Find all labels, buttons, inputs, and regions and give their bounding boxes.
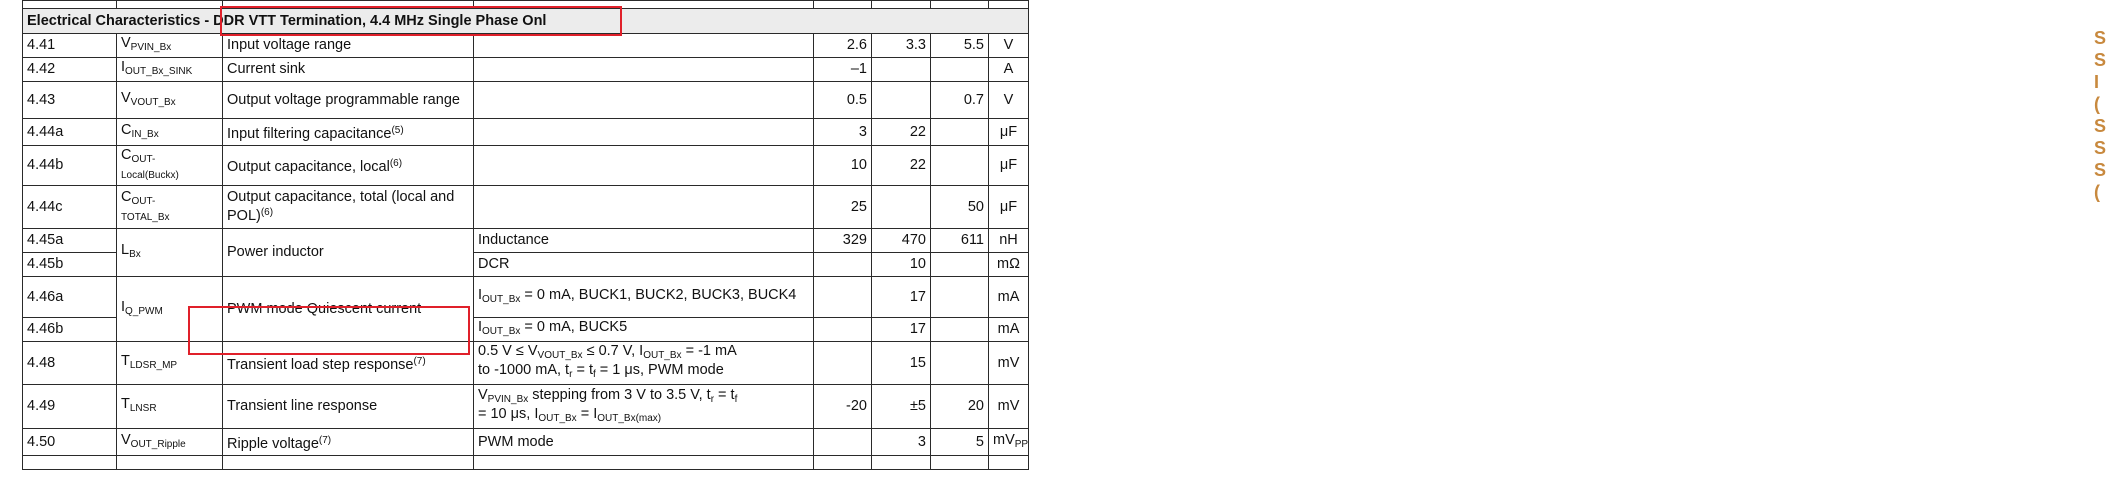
symbol: $C_{OUT-}$ Local(Buckx) xyxy=(117,146,223,186)
parameter: Output capacitance, total (local and POL)$^{(6)}$ xyxy=(223,186,474,229)
edge-glyph: S xyxy=(2094,160,2106,180)
min-value: 2.6 xyxy=(814,34,872,58)
typ-value: 17 xyxy=(872,318,931,342)
test-condition: $I_{OUT\_Bx} = 0$ mA, BUCK1, BUCK2, BUCK3, BUCK4 xyxy=(474,277,814,318)
parameter: PWM mode Quiescent current xyxy=(223,277,474,342)
param-id: 4.42 xyxy=(23,58,117,82)
table-row xyxy=(23,342,1029,385)
table-row xyxy=(23,82,1029,119)
min-value xyxy=(814,429,872,456)
max-value: 611 xyxy=(931,229,989,253)
typ-value xyxy=(872,58,931,82)
typ-value: 22 xyxy=(872,146,931,186)
typ-value: 22 xyxy=(872,119,931,146)
test-condition xyxy=(474,34,814,58)
symbol: $V_{PVIN\_Bx}$ xyxy=(117,34,223,58)
parameter: Power inductor xyxy=(223,229,474,277)
test-condition xyxy=(474,119,814,146)
symbol: $C_{IN\_Bx}$ xyxy=(117,119,223,146)
param-id: 4.44c xyxy=(23,186,117,229)
test-condition: PWM mode xyxy=(474,429,814,456)
symbol: $L_{Bx}$ xyxy=(117,229,223,277)
test-condition: $I_{OUT\_Bx} = 0$ mA, BUCK5 xyxy=(474,318,814,342)
unit: mV xyxy=(989,342,1029,385)
param-id: 4.44b xyxy=(23,146,117,186)
parameter: Transient line response xyxy=(223,385,474,429)
test-condition: $V_{PVIN\_Bx}$ stepping from 3 V to 3.5 V, $t_r = t_f$ = 10 μs, $I_{OUT\_Bx} = I_{OUT\_Bx(max)}$ xyxy=(474,385,814,429)
unit: V xyxy=(989,82,1029,119)
symbol: $T_{LNSR}$ xyxy=(117,385,223,429)
param-id: 4.45a xyxy=(23,229,117,253)
table-row xyxy=(23,429,1029,456)
test-condition: Inductance xyxy=(474,229,814,253)
max-value xyxy=(931,253,989,277)
max-value xyxy=(931,318,989,342)
param-id: 4.48 xyxy=(23,342,117,385)
max-value: 50 xyxy=(931,186,989,229)
test-condition xyxy=(474,186,814,229)
min-value xyxy=(814,253,872,277)
test-condition: DCR xyxy=(474,253,814,277)
edge-glyph: S xyxy=(2094,138,2106,158)
table-row xyxy=(23,229,1029,253)
param-id: 4.46a xyxy=(23,277,117,318)
highlight-box-section-title xyxy=(220,6,622,36)
unit: μF xyxy=(989,186,1029,229)
edge-glyph: S xyxy=(2094,116,2106,136)
table-row xyxy=(23,277,1029,318)
min-value: 10 xyxy=(814,146,872,186)
table-row xyxy=(23,34,1029,58)
typ-value: 15 xyxy=(872,342,931,385)
unit: A xyxy=(989,58,1029,82)
unit: μF xyxy=(989,146,1029,186)
edge-glyph: ( xyxy=(2094,94,2100,114)
electrical-characteristics-table xyxy=(22,0,1029,470)
max-value xyxy=(931,58,989,82)
symbol: $V_{VOUT\_Bx}$ xyxy=(117,82,223,119)
unit: mA xyxy=(989,277,1029,318)
symbol: $C_{OUT-}$ TOTAL_Bx xyxy=(117,186,223,229)
table-row xyxy=(23,385,1029,429)
min-value xyxy=(814,318,872,342)
symbol: $I_{Q\_PWM}$ xyxy=(117,277,223,342)
typ-value xyxy=(872,82,931,119)
min-value xyxy=(814,277,872,318)
edge-glyph: I xyxy=(2094,72,2100,92)
typ-value: ±5 xyxy=(872,385,931,429)
typ-value: 3.3 xyxy=(872,34,931,58)
parameter: Output voltage programmable range xyxy=(223,82,474,119)
param-id: 4.50 xyxy=(23,429,117,456)
highlight-box-pwm-quiescent xyxy=(188,306,470,355)
unit: nH xyxy=(989,229,1029,253)
param-id: 4.49 xyxy=(23,385,117,429)
max-value: 5.5 xyxy=(931,34,989,58)
symbol: $I_{OUT\_Bx\_SINK}$ xyxy=(117,58,223,82)
param-id: 4.45b xyxy=(23,253,117,277)
unit: mΩ xyxy=(989,253,1029,277)
max-value xyxy=(931,342,989,385)
parameter: Input voltage range xyxy=(223,34,474,58)
table-row xyxy=(23,119,1029,146)
table-row xyxy=(23,58,1029,82)
param-id: 4.43 xyxy=(23,82,117,119)
edge-glyph: ( xyxy=(2094,182,2100,202)
parameter: Input filtering capacitance$^{(5)}$ xyxy=(223,119,474,146)
min-value: 25 xyxy=(814,186,872,229)
min-value: –1 xyxy=(814,58,872,82)
test-condition: 0.5 $V \le V_{VOUT\_Bx} \le 0.7$ V, $I_{OUT\_Bx} = -1$ mA to -1000 mA, $t_r = t_f = 1$ μs, PWM mode xyxy=(474,342,814,385)
table-row-cutoff xyxy=(23,456,1029,470)
test-condition xyxy=(474,58,814,82)
typ-value: 17 xyxy=(872,277,931,318)
edge-glyph: S xyxy=(2094,28,2106,48)
min-value: -20 xyxy=(814,385,872,429)
unit: mV xyxy=(989,385,1029,429)
unit: V xyxy=(989,34,1029,58)
unit: mA xyxy=(989,318,1029,342)
test-condition xyxy=(474,82,814,119)
table-row xyxy=(23,146,1029,186)
section-label: Electrical Characteristics xyxy=(27,12,201,29)
test-condition xyxy=(474,146,814,186)
typ-value: 3 xyxy=(872,429,931,456)
max-value: 0.7 xyxy=(931,82,989,119)
max-value xyxy=(931,146,989,186)
min-value: 3 xyxy=(814,119,872,146)
typ-value: 470 xyxy=(872,229,931,253)
typ-value: 10 xyxy=(872,253,931,277)
unit: μF xyxy=(989,119,1029,146)
param-id: 4.41 xyxy=(23,34,117,58)
parameter: Ripple voltage$^{(7)}$ xyxy=(223,429,474,456)
parameter: Transient load step response$^{(7)}$ xyxy=(223,342,474,385)
parameter: Output capacitance, local$^{(6)}$ xyxy=(223,146,474,186)
table-row xyxy=(23,186,1029,229)
parameter: Current sink xyxy=(223,58,474,82)
max-value xyxy=(931,277,989,318)
min-value: 0.5 xyxy=(814,82,872,119)
min-value: 329 xyxy=(814,229,872,253)
unit: $mV_{PP}$ xyxy=(989,429,1029,456)
param-id: 4.46b xyxy=(23,318,117,342)
adjacent-page-edge xyxy=(1045,0,2106,487)
min-value xyxy=(814,342,872,385)
section-subtitle: - DDR VTT Termination, 4.4 MHz Single Phase Onl xyxy=(204,12,547,29)
param-id: 4.44a xyxy=(23,119,117,146)
typ-value xyxy=(872,186,931,229)
max-value: 5 xyxy=(931,429,989,456)
symbol: $V_{OUT\_Ripple}$ xyxy=(117,429,223,456)
max-value xyxy=(931,119,989,146)
edge-glyph: S xyxy=(2094,50,2106,70)
max-value: 20 xyxy=(931,385,989,429)
symbol: $T_{LDSR\_MP}$ xyxy=(117,342,223,385)
